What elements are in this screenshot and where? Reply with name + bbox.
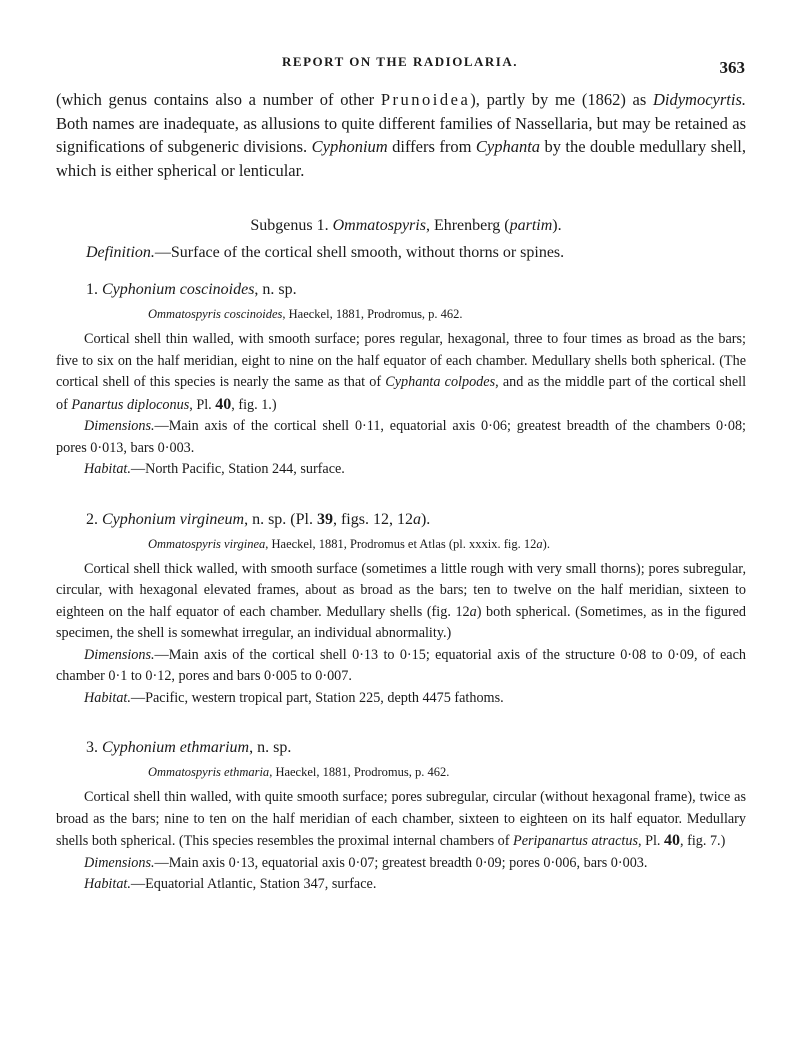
- species-name: Cyphonium virgineum: [102, 510, 245, 528]
- species-description: Cortical shell thin walled, with quite smooth surface; pores subregular, circular (without hexagonal frame), twice as broad as the bars; nine to ten on the half meridian of each chamber, sixteen to eighteen on its half equator. Medullary shells both spherical. (This species resembles the proximal internal chambers of Peripanartus atractus, Pl. 40, fig. 7.): [56, 789, 746, 849]
- species-citation: Ommatospyris virginea, Haeckel, 1881, Prodromus et Atlas (pl. xxxix. fig. 12a).: [148, 536, 550, 551]
- subgenus-heading: Subgenus 1. Ommatospyris, Ehrenberg (partim).: [250, 217, 562, 234]
- plate-number: 40: [664, 832, 680, 849]
- page-number: 363: [719, 58, 745, 77]
- plate-number: 40: [215, 395, 232, 413]
- species-entry: [56, 511, 746, 710]
- species-dimensions: Dimensions.—Main axis 0·13, equatorial axis 0·07; greatest breadth 0·09; pores 0·006, bars 0·003.: [84, 854, 648, 871]
- species-name: Cyphonium coscinoides: [102, 281, 255, 298]
- species-heading: 1. Cyphonium coscinoides, n. sp.: [86, 281, 297, 298]
- species-dimensions: Dimensions.—Main axis of the cortical shell 0·11, equatorial axis 0·06; greatest breadth of the chambers 0·08; pores 0·013, bars 0·003.: [56, 418, 746, 456]
- intro-paragraph: (which genus contains also a number of other Prunoidea), partly by me (1862) as Didymocyrtis. Both names are inadequate, as allusions to quite different families of Nassellaria, but may be retained as significations of subgeneric divisions. Cyphonium differs from Cyphanta by the double medullary shell, which is either spherical or lenticular.: [56, 90, 747, 180]
- genus-name: Cyphanta: [475, 137, 541, 156]
- species-habitat: Habitat.—Equatorial Atlantic, Station 347, surface.: [84, 876, 377, 892]
- species-heading: 3. Cyphonium ethmarium, n. sp.: [86, 739, 292, 756]
- genus-name: Cyphonium: [311, 137, 388, 156]
- species-habitat: Habitat.—North Pacific, Station 244, surface.: [84, 461, 345, 477]
- prunoidea-term: Prunoidea: [380, 90, 471, 109]
- plate-number: 39: [316, 510, 333, 528]
- species-description: Cortical shell thick walled, with smooth surface (sometimes a little rough with very small thorns); pores subregular, circular, with hexagonal elevated frames, about as broad as the bars; ten to twelve on the half meridian, sixteen to eighteen on the half equator of each chamber. Medullary shells (fig. 12a) both spherical. (Sometimes, as in the figured specimen, the shell is somewhat irregular, an individual abnormality.): [56, 560, 747, 641]
- page-body: [56, 88, 746, 896]
- species-entry: [56, 281, 746, 481]
- species-dimensions: Dimensions.—Main axis of the cortical shell 0·13 to 0·15; equatorial axis of the structure 0·08 to 0·09, of each chamber 0·1 to 0·12, pores and bars 0·005 to 0·007.: [56, 646, 746, 684]
- species-citation: Ommatospyris ethmaria, Haeckel, 1881, Prodromus, p. 462.: [148, 765, 450, 779]
- species-name: Cyphonium ethmarium: [102, 739, 250, 756]
- species-description: Cortical shell thin walled, with smooth surface; pores regular, hexagonal, three to four times as broad as the bars; five to six on the half meridian, eight to nine on the half equator of each chamber. Medullary shells both spherical. (The cortical shell of this species is nearly the same as that of Cyphanta colpodes, and as the middle part of the cortical shell of Panartus diploconus, Pl. 40, fig. 1.): [56, 331, 747, 413]
- species-heading: 2. Cyphonium virgineum, n. sp. (Pl. 39, figs. 12, 12a).: [86, 510, 431, 528]
- running-title: REPORT ON THE RADIOLARIA.: [282, 54, 518, 69]
- definition-label: Definition.: [86, 244, 155, 261]
- species-citation: Ommatospyris coscinoides, Haeckel, 1881, Prodromus, p. 462.: [148, 307, 463, 321]
- definition: Definition.—Surface of the cortical shell smooth, without thorns or spines.: [86, 244, 565, 261]
- genus-name: Didymocyrtis.: [652, 90, 746, 109]
- species-habitat: Habitat.—Pacific, western tropical part, Station 225, depth 4475 fathoms.: [84, 689, 504, 706]
- species-entry: [56, 739, 746, 896]
